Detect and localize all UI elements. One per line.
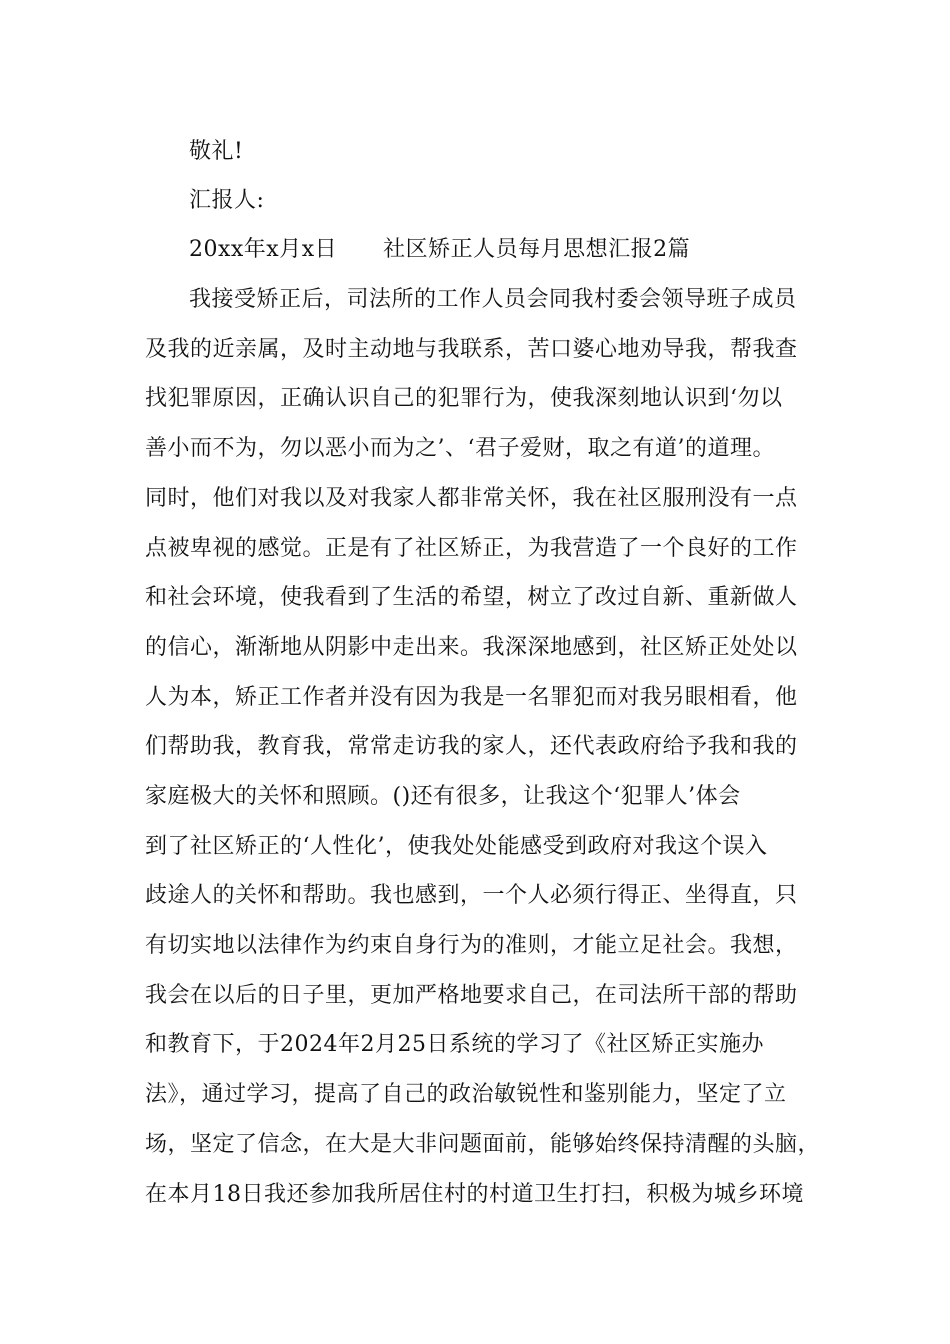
paragraph-line: 们帮助我，教育我，常常走访我的家人，还代表政府给予我和我的 — [145, 734, 798, 759]
paragraph-line: 找犯罪原因，正确认识自己的犯罪行为，使我深刻地认识到‘勿以 — [145, 386, 783, 411]
paragraph-line: 点被卑视的感觉。正是有了社区矫正，为我营造了一个良好的工作 — [145, 536, 798, 561]
paragraph-line: 法》，通过学习，提高了自己的政治敏锐性和鉴别能力，坚定了立 — [145, 1082, 787, 1107]
paragraph-line: 场，坚定了信念，在大是大非问题面前，能够始终保持清醒的头脑， — [145, 1132, 821, 1157]
next-article-title: 社区矫正人员每月思想汇报2篇 — [383, 237, 691, 262]
salutation: 敬礼! — [189, 139, 244, 164]
paragraph-line: 家庭极大的关怀和照顾。()还有很多，让我这个‘犯罪人’体会 — [145, 784, 741, 809]
reporter-label: 汇报人: — [189, 188, 265, 213]
date-and-title-line — [189, 237, 690, 263]
paragraph-line: 歧途人的关怀和帮助。我也感到，一个人必须行得正、坐得直，只 — [145, 883, 798, 908]
paragraph-line: 到了社区矫正的‘人性化’，使我处处能感受到政府对我这个误入 — [145, 834, 768, 859]
report-date: 20xx年x月x日 — [189, 237, 338, 262]
paragraph-line: 我接受矫正后，司法所的工作人员会同我村委会领导班子成员 — [189, 287, 797, 312]
paragraph-line: 同时，他们对我以及对我家人都非常关怀，我在社区服刑没有一点 — [145, 486, 798, 511]
paragraph-line: 人为本，矫正工作者并没有因为我是一名罪犯而对我另眼相看，他 — [145, 685, 798, 710]
paragraph-line: 的信心，渐渐地从阴影中走出来。我深深地感到，社区矫正处处以 — [145, 635, 798, 660]
paragraph-line: 有切实地以法律作为约束自身行为的准则，才能立足社会。我想， — [145, 933, 798, 958]
paragraph-line: 和教育下，于2024年2月25日系统的学习了《社区矫正实施办 — [145, 1032, 764, 1057]
paragraph-line: 我会在以后的日子里，更加严格地要求自己，在司法所干部的帮助 — [145, 983, 798, 1008]
paragraph-line: 及我的近亲属，及时主动地与我联系，苦口婆心地劝导我，帮我查 — [145, 337, 798, 362]
paragraph-line: 在本月18日我还参加我所居住村的村道卫生打扫，积极为城乡环境 — [145, 1182, 804, 1207]
paragraph-line: 善小而不为，勿以恶小而为之’、‘君子爱财，取之有道’的道理。 — [145, 436, 775, 461]
paragraph-line: 和社会环境，使我看到了生活的希望，树立了改过自新、重新做人 — [145, 585, 798, 610]
